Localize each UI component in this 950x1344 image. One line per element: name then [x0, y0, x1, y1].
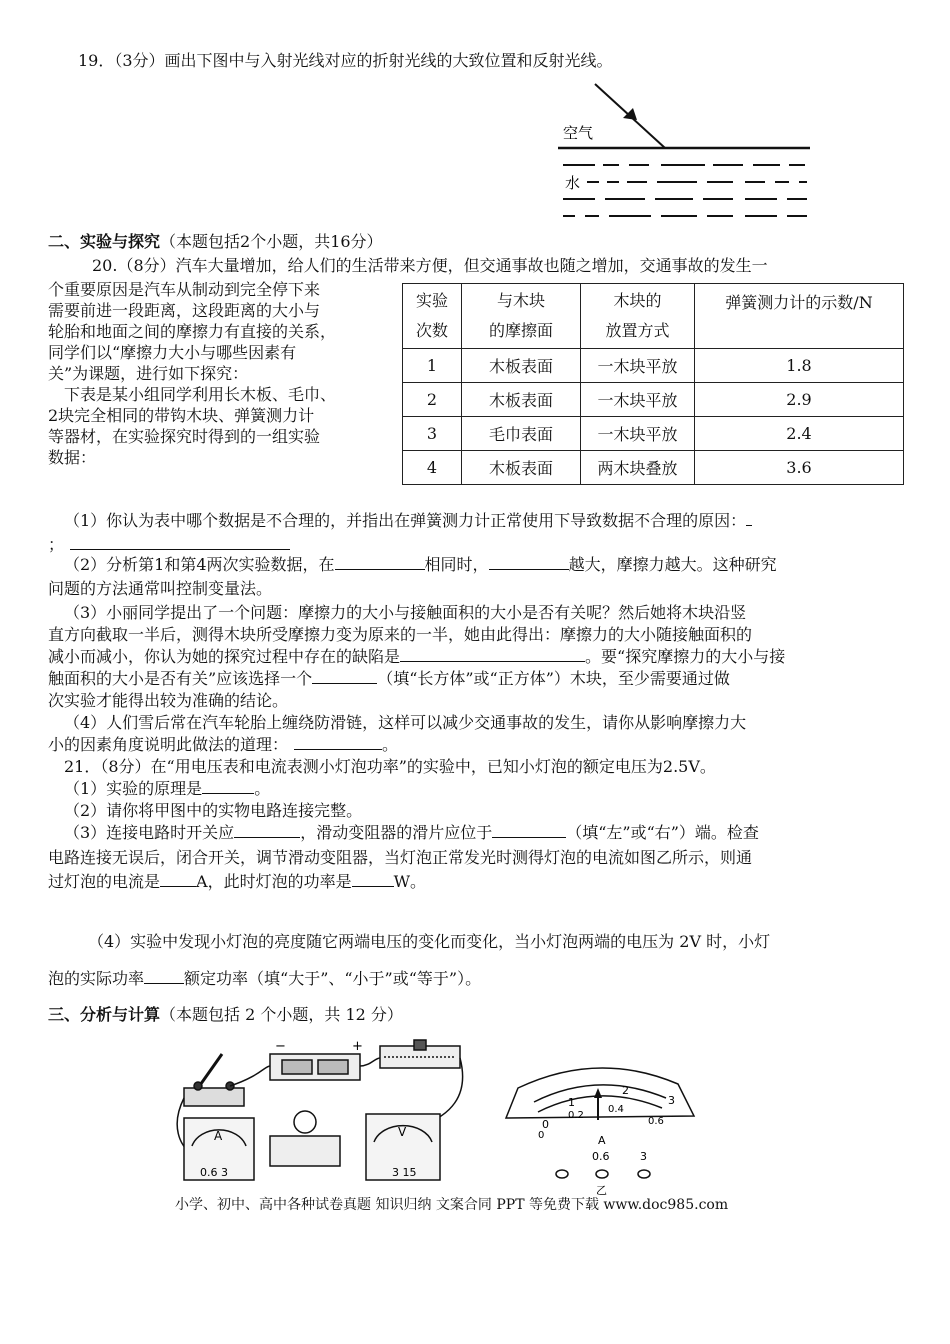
- q20-part4: （4）人们雪后常在汽车轮胎上缠绕防滑链，这样可以减少交通事故的发生，请你从影响摩擦力大: [64, 713, 747, 732]
- q21-part4: （4）实验中发现小灯泡的亮度随它两端电压的变化而变化，当小灯泡两端的电压为 2V 时，小灯: [88, 932, 771, 951]
- section2-heading: [48, 229, 383, 255]
- meter-unit: A: [598, 1134, 606, 1147]
- water-label: 水: [565, 174, 581, 192]
- q21-part2: （2）请你将甲图中的实物电路连接完整。: [64, 801, 363, 820]
- answer-blank[interactable]: [144, 967, 184, 984]
- scale-bottom-label: 0.6: [648, 1116, 664, 1127]
- section3-heading: [48, 1002, 403, 1028]
- answer-blank[interactable]: [489, 553, 569, 570]
- scale-top-label: 1: [568, 1096, 575, 1109]
- water-hatching: [563, 165, 807, 216]
- q20-part1: （1）你认为表中哪个数据是不合理的，并指出在弹簧测力计正常使用下导致数据不合理的原因：: [64, 508, 752, 534]
- scale-bottom-label: 0: [538, 1130, 545, 1141]
- ammeter-letter: A: [214, 1129, 223, 1143]
- ray-arrow-icon: [623, 108, 637, 120]
- answer-blank[interactable]: [70, 533, 290, 550]
- battery-plus-label: +: [352, 1039, 363, 1054]
- q20-intro-line: 同学们以“摩擦力大小与哪些因素有: [48, 343, 297, 362]
- answer-blank[interactable]: [335, 553, 425, 570]
- voltmeter-letter: V: [398, 1125, 407, 1139]
- refraction-diagram: [555, 78, 815, 223]
- table-row: 2 木板表面 一木块平放 2.9: [403, 383, 904, 417]
- q20-part2: （2）分析第1和第4两次实验数据，在 相同时， 越大，摩擦力越大。这种研究: [64, 555, 777, 574]
- switch-lever: [198, 1054, 222, 1088]
- answer-blank[interactable]: [312, 667, 377, 684]
- q20-part3-cont: 次实验才能得出较为准确的结论。: [48, 691, 289, 710]
- answer-blank[interactable]: [492, 821, 566, 838]
- scale-top-label: 3: [668, 1094, 675, 1107]
- answer-blank[interactable]: [294, 733, 382, 750]
- table-row: 3 毛巾表面 一木块平放 2.4: [403, 417, 904, 451]
- section2-title: 二、实验与探究: [48, 232, 161, 251]
- footer-text: 小学、初中、高中各种试卷真题 知识归纳 文案合同 PPT 等免费下载 www.doc985.com: [175, 1197, 729, 1213]
- meter-face: [506, 1068, 694, 1118]
- q20-intro-line: 关”为课题，进行如下探究：: [48, 364, 249, 383]
- section3-title: 三、分析与计算: [48, 1005, 161, 1024]
- q20-intro-line: 需要前进一段距离，这段距离的大小与: [48, 301, 321, 320]
- q20-intro-line: 数据：: [48, 448, 97, 467]
- scale-top-label: 0: [542, 1118, 549, 1131]
- voltmeter-terminals: 3 15: [392, 1166, 417, 1179]
- scale-bottom-label: 0.4: [608, 1104, 624, 1115]
- section3-note: （本题包括 2 个小题，共 12 分）: [160, 1005, 403, 1024]
- table-row: 1 木板表面 一木块平放 1.8: [403, 349, 904, 383]
- air-label: 空气: [563, 124, 594, 142]
- lamp-bulb: [294, 1111, 316, 1133]
- ammeter-reading-diagram: [498, 1048, 708, 1198]
- experiment-table: [402, 283, 904, 485]
- q21-part1: （1）实验的原理是 。: [64, 779, 271, 798]
- table-header-row: 实验 次数 与木块 的摩擦面 木块的 放置方式 弹簧测力计的示数/N: [403, 284, 904, 349]
- q20-part4-cont: 小的因素角度说明此做法的道理： 。: [48, 735, 399, 754]
- answer-blank[interactable]: [160, 870, 196, 887]
- table-row: 4 木板表面 两木块叠放 3.6: [403, 451, 904, 485]
- q21-part3: （3）连接电路时开关应 ，滑动变阻器的滑片应位于 （填“左”或“右”）端。检查: [64, 823, 759, 842]
- q20-intro-line: 2块完全相同的带钩木块、弹簧测力计: [48, 406, 315, 425]
- q20-part1-end: ；: [48, 532, 290, 558]
- section2-note: （本题包括2个小题，共16分）: [160, 232, 383, 251]
- scale-bottom-label: 0.2: [568, 1110, 584, 1121]
- q20-intro-line: 轮胎和地面之间的摩擦力有直接的关系，: [48, 322, 337, 341]
- q21-intro: 21．（8分）在“用电压表和电流表测小灯泡功率”的实验中，已知小灯泡的额定电压为2.5V。: [64, 757, 716, 776]
- lamp-base: [270, 1136, 340, 1166]
- q20-intro-line: 下表是某小组同学利用长木板、毛巾、: [64, 385, 337, 404]
- q20-part2-cont: 问题的方法通常叫控制变量法。: [48, 579, 273, 598]
- terminal-label: 3: [640, 1150, 647, 1163]
- q20-part3: （3）小丽同学提出了一个问题：摩擦力的大小与接触面积的大小是否有关呢？然后她将木块沿竖: [64, 603, 747, 622]
- answer-blank[interactable]: [202, 777, 254, 794]
- q20-part3-cont: 减小而减小，你认为她的探究过程中存在的缺陷是 。要“探究摩擦力的大小与接: [48, 647, 786, 666]
- q20-part3-cont: 直方向截取一半后，测得木块所受摩擦力变为原来的一半，她由此得出：摩擦力的大小随接触面积的: [48, 625, 753, 644]
- ammeter-terminals: 0.6 3: [200, 1166, 228, 1179]
- q19-text: 19．（3分）画出下图中与入射光线对应的折射光线的大致位置和反射光线。: [78, 51, 613, 70]
- answer-blank[interactable]: [234, 821, 300, 838]
- circuit-diagram: [170, 1036, 470, 1196]
- answer-blank[interactable]: [400, 645, 585, 662]
- switch-base: [184, 1088, 244, 1106]
- q20-intro-line1: 20.（8分）汽车大量增加，给人们的生活带来方便，但交通事故也随之增加，交通事故的发生一: [92, 256, 768, 275]
- battery-minus-label: −: [275, 1039, 286, 1054]
- q20-intro-line: 等器材，在实验探究时得到的一组实验: [48, 427, 321, 446]
- q20-intro-line: 个重要原因是汽车从制动到完全停下来: [48, 280, 321, 299]
- answer-blank[interactable]: [352, 870, 394, 887]
- meter-caption: 乙: [596, 1184, 607, 1197]
- q21-part3-cont: 电路连接无误后，闭合开关，调节滑动变阻器，当灯泡正常发光时测得灯泡的电流如图乙所示，则通: [48, 848, 753, 867]
- q21-part3-cont: 过灯泡的电流是 A，此时灯泡的功率是 W。: [48, 872, 427, 891]
- q20-part3-cont: 触面积的大小是否有关”应该选择一个 （填“长方体”或“正方体”）木块，至少需要通过做: [48, 669, 730, 688]
- scale-top-label: 2: [622, 1084, 629, 1097]
- q21-part4-cont: 泡的实际功率 额定功率（填“大于”、“小于”或“等于”）。: [48, 969, 482, 988]
- terminal-label: 0.6: [592, 1150, 610, 1163]
